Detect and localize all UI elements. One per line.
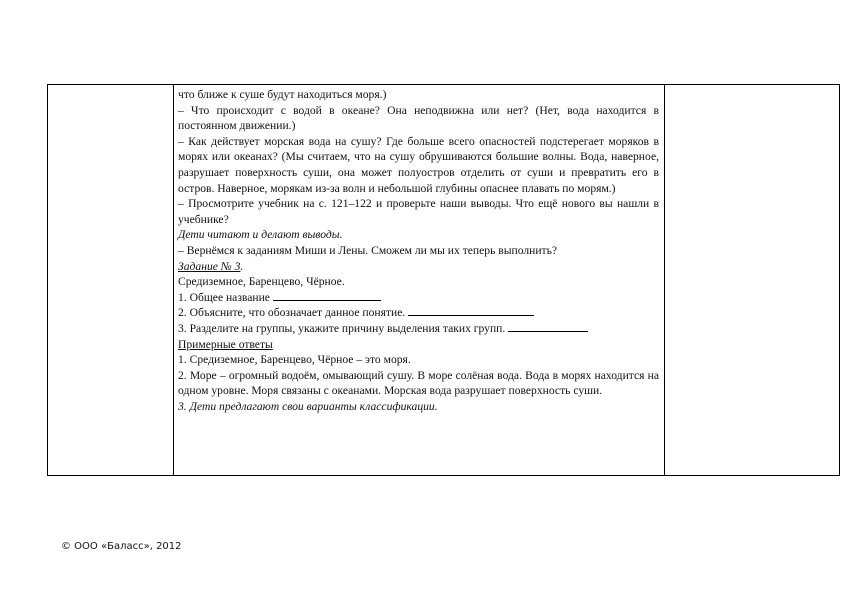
student-activity-note: Дети читают и делают выводы. [178, 228, 343, 242]
task-list: Средиземное, Баренцево, Чёрное. [178, 275, 345, 289]
table-column-divider-1 [173, 85, 174, 475]
answer-blank [408, 305, 534, 316]
sample-answers-heading: Примерные ответы [178, 337, 273, 351]
table-border-left [47, 85, 48, 475]
table-column-divider-2 [664, 85, 665, 475]
task-item-1 [178, 290, 659, 306]
answer-item-2: 2. Море – огромный водоём, омывающий сушу. В море солёная вода. Вода в морях находится на одном уровне. Моря связаны с океанами. Морская вода разрушает поверхность суши. [178, 368, 659, 398]
task-item-2-text: 2. Объясните, что обозначает данное понятие. [178, 306, 406, 320]
task-heading-suffix: . [240, 259, 244, 273]
text-line: что ближе к суше будут находиться моря.) [178, 88, 387, 101]
answer-blank [273, 290, 381, 301]
task-heading [178, 259, 659, 275]
task-heading-label: Задание № 3 [178, 259, 241, 273]
lesson-content-cell [178, 87, 659, 414]
table-border-right [839, 85, 840, 475]
question-paragraph: – Просмотрите учебник на с. 121–122 и проверьте наши выводы. Что ещё нового вы нашли в учебнике? [178, 197, 659, 226]
task-item-3-text: 3. Разделите на группы, укажите причину выделения таких групп. [178, 321, 506, 335]
question-paragraph: – Вернёмся к заданиям Миши и Лены. Сможем ли мы их теперь выполнить? [178, 243, 558, 257]
task-item-3 [178, 321, 659, 337]
answer-item-3: 3. Дети предлагают свои варианты классификации. [178, 399, 438, 413]
question-paragraph: – Как действует морская вода на сушу? Где больше всего опасностей подстерегает моряков в морях или океанах? (Мы считаем, что на сушу обрушиваются большие волны. Вода, наверное, разрушает поверхность суши, она может полуостров отделить от суши и превратить его в остров. Наверное, морякам из-за волн и небольшой глубины опаснее плавать по морям.) [178, 134, 659, 195]
answer-blank [508, 321, 588, 332]
answer-item-1: 1. Средиземное, Баренцево, Чёрное – это моря. [178, 353, 411, 367]
task-item-2 [178, 305, 659, 321]
copyright-footer: © ООО «Баласс», 2012 [61, 541, 182, 552]
question-paragraph: – Что происходит с водой в океане? Она неподвижна или нет? (Нет, вода находится в постоянном движении.) [178, 103, 659, 133]
task-item-1-text: 1. Общее название [178, 290, 270, 304]
